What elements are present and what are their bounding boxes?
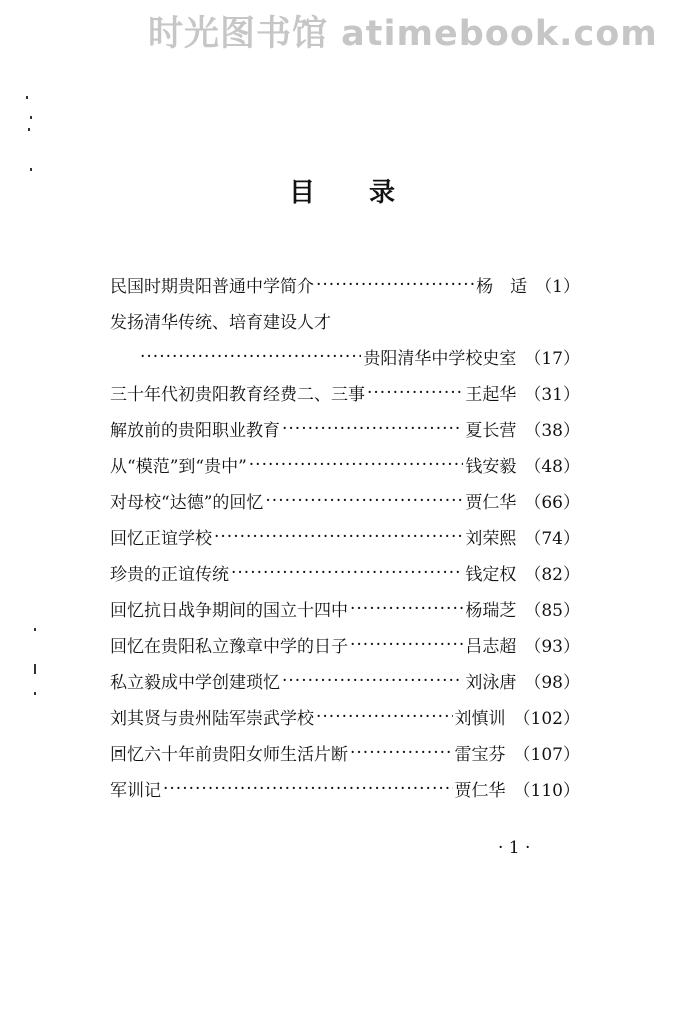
scan-speck	[28, 128, 30, 131]
scan-speck	[30, 116, 32, 119]
entry-page: （102）	[513, 709, 580, 729]
table-of-contents	[110, 272, 580, 812]
toc-entry	[110, 380, 580, 416]
entry-page: （93）	[524, 637, 580, 657]
toc-heading: 目录	[288, 178, 449, 208]
entry-author: 刘慎训	[454, 709, 506, 729]
dot-leader	[316, 707, 453, 724]
toc-entry	[110, 488, 580, 524]
scan-speck	[34, 664, 36, 674]
toc-entry	[110, 596, 580, 632]
entry-page: （107）	[513, 745, 580, 765]
entry-title: 回忆六十年前贵阳女师生活片断	[110, 745, 348, 765]
dot-leader	[367, 383, 463, 400]
toc-entry	[110, 416, 580, 452]
entry-title: 三十年代初贵阳教育经费二、三事	[110, 385, 365, 405]
entry-page: （85）	[524, 601, 580, 621]
dot-leader	[249, 455, 464, 472]
entry-author: 贵阳清华中学校史室	[363, 349, 517, 369]
dot-leader	[350, 743, 453, 760]
entry-author: 夏长营	[465, 421, 517, 441]
scan-speck	[30, 168, 32, 171]
entry-author: 雷宝芬	[454, 745, 506, 765]
dot-leader	[214, 527, 463, 544]
entry-title: 回忆正谊学校	[110, 529, 212, 549]
entry-author: 贾仁华	[465, 493, 517, 513]
dot-leader	[265, 491, 463, 508]
dot-leader	[316, 275, 474, 292]
dot-leader	[350, 635, 463, 652]
entry-title: 回忆抗日战争期间的国立十四中	[110, 601, 348, 621]
entry-title: 私立毅成中学创建琐忆	[110, 673, 280, 693]
entry-title: 回忆在贵阳私立豫章中学的日子	[110, 637, 348, 657]
entry-author: 刘荣熙	[465, 529, 517, 549]
entry-title: 刘其贤与贵州陆军崇武学校	[110, 709, 314, 729]
dot-leader	[282, 419, 463, 436]
toc-entry	[110, 308, 580, 344]
entry-title: 发扬清华传统、培育建设人才	[110, 313, 331, 333]
entry-page: （82）	[524, 565, 580, 585]
entry-title: 对母校“达德”的回忆	[110, 493, 264, 513]
toc-entry	[110, 704, 580, 740]
entry-page: （31）	[524, 385, 580, 405]
page-number: · 1 ·	[498, 838, 531, 858]
dot-leader	[140, 347, 361, 364]
scan-speck	[34, 692, 36, 695]
entry-author: 杨瑞芝	[465, 601, 517, 621]
entry-title: 从“模范”到“贵中”	[110, 457, 247, 477]
entry-title: 珍贵的正谊传统	[110, 565, 229, 585]
entry-author: 吕志超	[465, 637, 517, 657]
toc-entry	[110, 668, 580, 704]
dot-leader	[231, 563, 463, 580]
dot-leader	[282, 671, 463, 688]
entry-page: （17）	[524, 349, 580, 369]
entry-title: 民国时期贵阳普通中学简介	[110, 277, 314, 297]
toc-entry	[110, 740, 580, 776]
dot-leader	[163, 779, 453, 796]
toc-entry	[110, 272, 580, 308]
entry-title: 解放前的贵阳职业教育	[110, 421, 280, 441]
scan-speck	[34, 628, 36, 631]
toc-entry	[110, 632, 580, 668]
entry-author: 钱安毅	[465, 457, 517, 477]
entry-page: （98）	[524, 673, 580, 693]
entry-author: 刘泳唐	[465, 673, 517, 693]
toc-entry	[110, 452, 580, 488]
toc-entry	[110, 776, 580, 812]
entry-author: 钱定权	[465, 565, 517, 585]
toc-entry-continuation	[110, 344, 580, 380]
entry-page: （1）	[535, 277, 580, 297]
entry-page: （66）	[524, 493, 580, 513]
entry-page: （74）	[524, 529, 580, 549]
entry-page: （48）	[524, 457, 580, 477]
entry-page: （110）	[513, 781, 580, 801]
scan-speck	[26, 96, 28, 99]
toc-entry	[110, 560, 580, 596]
entry-author: 贾仁华	[454, 781, 506, 801]
entry-title: 军训记	[110, 781, 161, 801]
dot-leader	[350, 599, 463, 616]
entry-author: 杨 适	[476, 277, 528, 297]
entry-page: （38）	[524, 421, 580, 441]
entry-author: 王起华	[465, 385, 517, 405]
watermark: 时光图书馆 atimebook.com	[148, 14, 658, 54]
toc-entry	[110, 524, 580, 560]
